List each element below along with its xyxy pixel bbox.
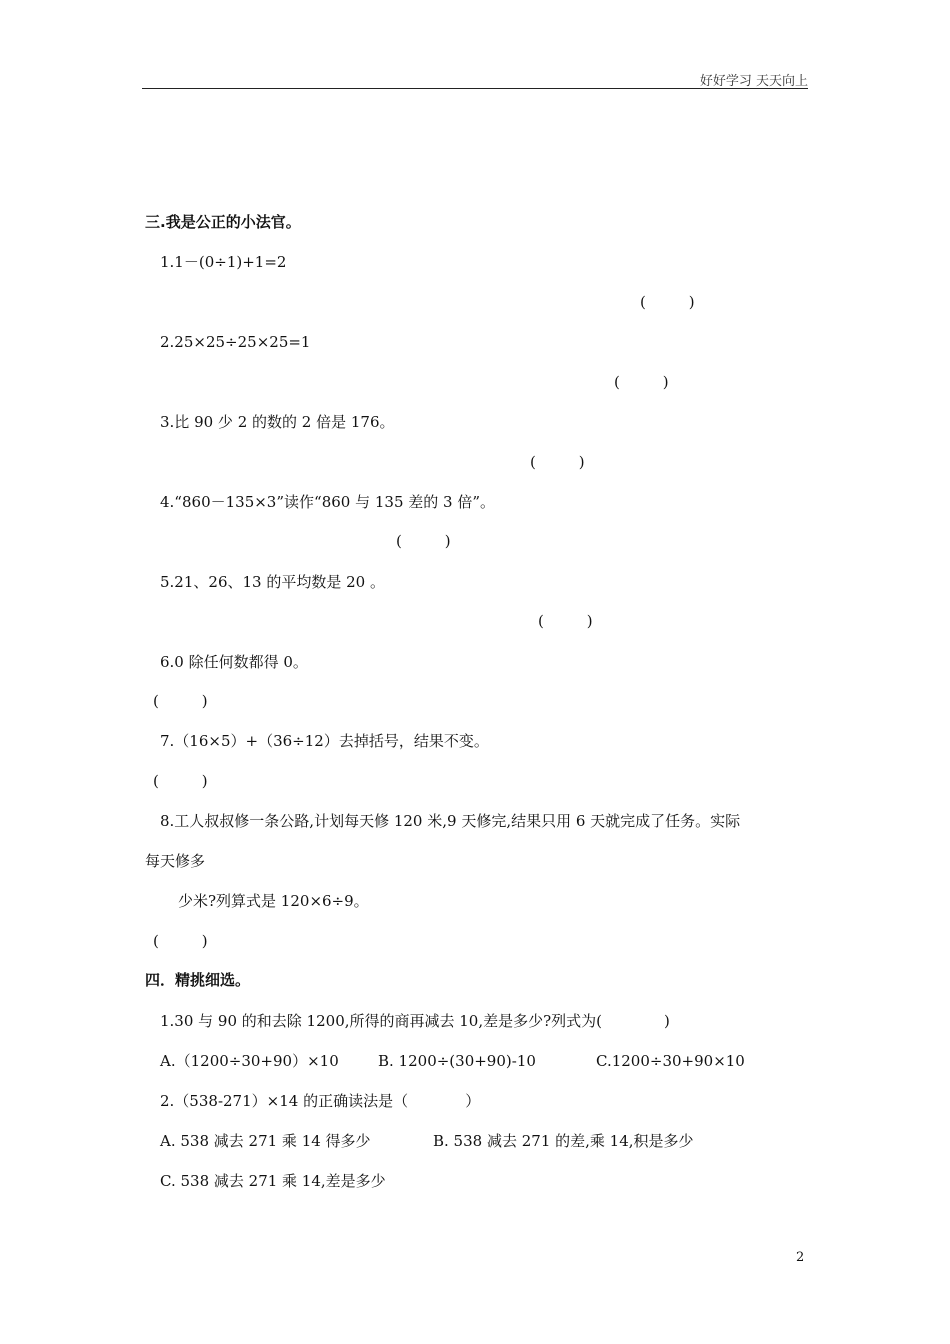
item-8-continuation-2: 少米?列算式是 120×6÷9。 xyxy=(178,892,369,910)
item-8-text: 8.工人叔叔修一条公路,计划每天修 120 米,9 天修完,结果只用 6 天就完成了任务。实际 xyxy=(160,812,741,830)
item-4-answer[interactable]: ( ) xyxy=(396,532,451,550)
item-7-answer[interactable]: ( ) xyxy=(153,772,208,790)
item-6-text: 6.0 除任何数都得 0。 xyxy=(160,653,308,671)
item-8-answer[interactable]: ( ) xyxy=(153,932,208,950)
item-3-text: 3.比 90 少 2 的数的 2 倍是 176。 xyxy=(160,413,395,431)
question-1-option-b[interactable]: B. 1200÷(30+90)-10 xyxy=(378,1052,536,1070)
item-5-text: 5.21、26、13 的平均数是 20 。 xyxy=(160,573,385,591)
header-motto: 好好学习 天天向上 xyxy=(699,74,808,89)
question-1-text: 1.30 与 90 的和去除 1200,所得的商再减去 10,差是多少?列式为( ) xyxy=(160,1012,670,1030)
question-2-option-b[interactable]: B. 538 减去 271 的差,乘 14,积是多少 xyxy=(433,1132,694,1150)
question-1-option-c[interactable]: C.1200÷30+90×10 xyxy=(596,1052,745,1070)
item-8-continuation-1: 每天修多 xyxy=(145,852,206,870)
item-5-answer[interactable]: ( ) xyxy=(538,612,593,630)
question-2-text: 2.（538-271）×14 的正确读法是（ ） xyxy=(160,1092,481,1110)
item-2-text: 2.25×25÷25×25=1 xyxy=(160,333,311,351)
question-1-option-a[interactable]: A.（1200÷30+90）×10 xyxy=(160,1052,339,1070)
item-3-answer[interactable]: ( ) xyxy=(530,453,585,471)
header-rule xyxy=(142,88,808,89)
item-6-answer[interactable]: ( ) xyxy=(153,692,208,710)
item-2-answer[interactable]: ( ) xyxy=(614,373,669,391)
item-7-text: 7.（16×5）+（36÷12）去掉括号，结果不变。 xyxy=(160,732,489,750)
section3-title: 三.我是公正的小法官。 xyxy=(145,213,301,231)
question-2-option-c[interactable]: C. 538 减去 271 乘 14,差是多少 xyxy=(160,1172,386,1190)
item-4-text: 4.“860－135×3”读作“860 与 135 差的 3 倍”。 xyxy=(160,493,496,511)
item-1-text: 1.1－(0÷1)+1=2 xyxy=(160,253,287,271)
section4-title: 四．精挑细选。 xyxy=(145,971,251,989)
question-2-option-a[interactable]: A. 538 减去 271 乘 14 得多少 xyxy=(160,1132,371,1150)
page-number: 2 xyxy=(796,1250,805,1265)
item-1-answer[interactable]: ( ) xyxy=(640,293,695,311)
